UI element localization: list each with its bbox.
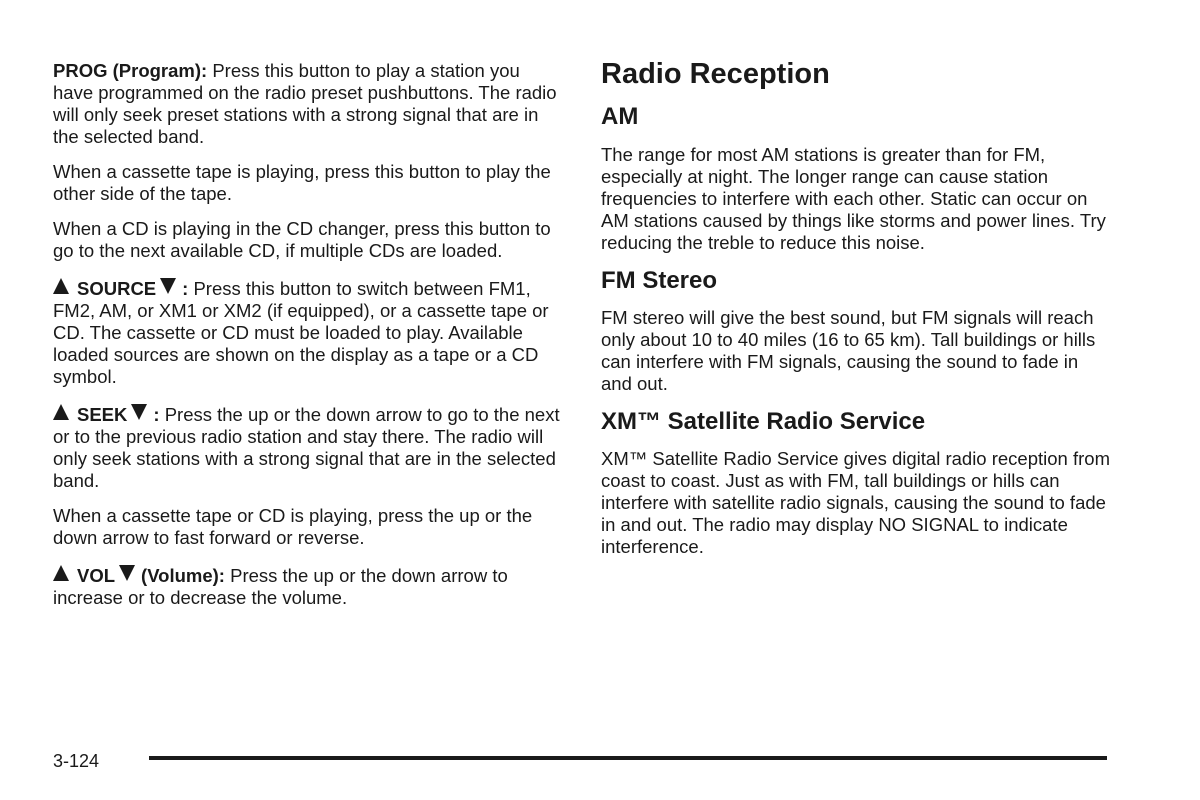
seek-colon: : (153, 404, 160, 425)
seek-paragraph (53, 404, 565, 492)
prog-label: PROG (Program): (53, 60, 208, 81)
vol-text: Press the up or the down arrow to increase or to decrease the volume. (53, 565, 508, 608)
source-paragraph (53, 278, 565, 388)
vol-paragraph (53, 565, 565, 609)
xm-heading: XM™ Satellite Radio Service (601, 408, 926, 435)
seek-cassette-paragraph: When a cassette tape or CD is playing, press the up or the down arrow to fast forward or reverse. (53, 505, 533, 548)
down-arrow-icon (160, 278, 176, 294)
xm-paragraph: XM™ Satellite Radio Service gives digital radio reception from coast to coast. Just as with FM, tall buildings or hills can interfere with satellite radio signals, causing the sound to fade in and out. The radio may display NO SIGNAL to indicate interference. (601, 448, 1110, 557)
up-arrow-icon (53, 565, 69, 581)
cd-next-paragraph: When a CD is playing in the CD changer, press this button to go to the next available CD, if multiple CDs are loaded. (53, 218, 551, 261)
down-arrow-icon (131, 404, 147, 420)
page-number: 3-124 (53, 751, 100, 771)
source-label: SOURCE (77, 278, 157, 299)
fm-paragraph: FM stereo will give the best sound, but FM signals will reach only about 10 to 40 miles (16 to 65 km). Tall buildings or hills can interfere with FM signals, causing the sound to fade in and out. (601, 307, 1096, 394)
vol-label: VOL (77, 565, 116, 586)
seek-text: Press the up or the down arrow to go to the next or to the previous radio station and stay there. The radio will only seek stations with a strong signal that are in the selected band. (53, 404, 560, 491)
prog-paragraph (53, 60, 565, 148)
seek-label: SEEK (77, 404, 128, 425)
page-title: Radio Reception (601, 58, 830, 90)
up-arrow-icon (53, 404, 69, 420)
source-colon: : (182, 278, 189, 299)
am-paragraph: The range for most AM stations is greater than for FM, especially at night. The longer range can cause station frequencies to interfere with each other. Static can occur on AM stations caused by things like storms and power lines. Try reducing the treble to reduce this noise. (601, 144, 1106, 253)
fm-heading: FM Stereo (601, 267, 718, 294)
cassette-side-paragraph: When a cassette tape is playing, press this button to play the other side of the tape. (53, 161, 551, 204)
prog-text: Press this button to play a station you have programmed on the radio preset pushbuttons. The radio will only seek preset stations with a strong signal that are in the selected band. (53, 60, 557, 147)
up-arrow-icon (53, 278, 69, 294)
source-text: Press this button to switch between FM1, FM2, AM, or XM1 or XM2 (if equipped), or a cassette tape or CD. The cassette or CD must be loaded to play. Available loaded sources are shown on the display as a tape or a CD symbol. (53, 278, 549, 387)
left-column (53, 0, 565, 609)
right-column (601, 0, 1111, 558)
footer-rule (149, 756, 1107, 760)
am-heading: AM (601, 103, 639, 130)
vol-label-2: (Volume): (141, 565, 225, 586)
down-arrow-icon (119, 565, 135, 581)
